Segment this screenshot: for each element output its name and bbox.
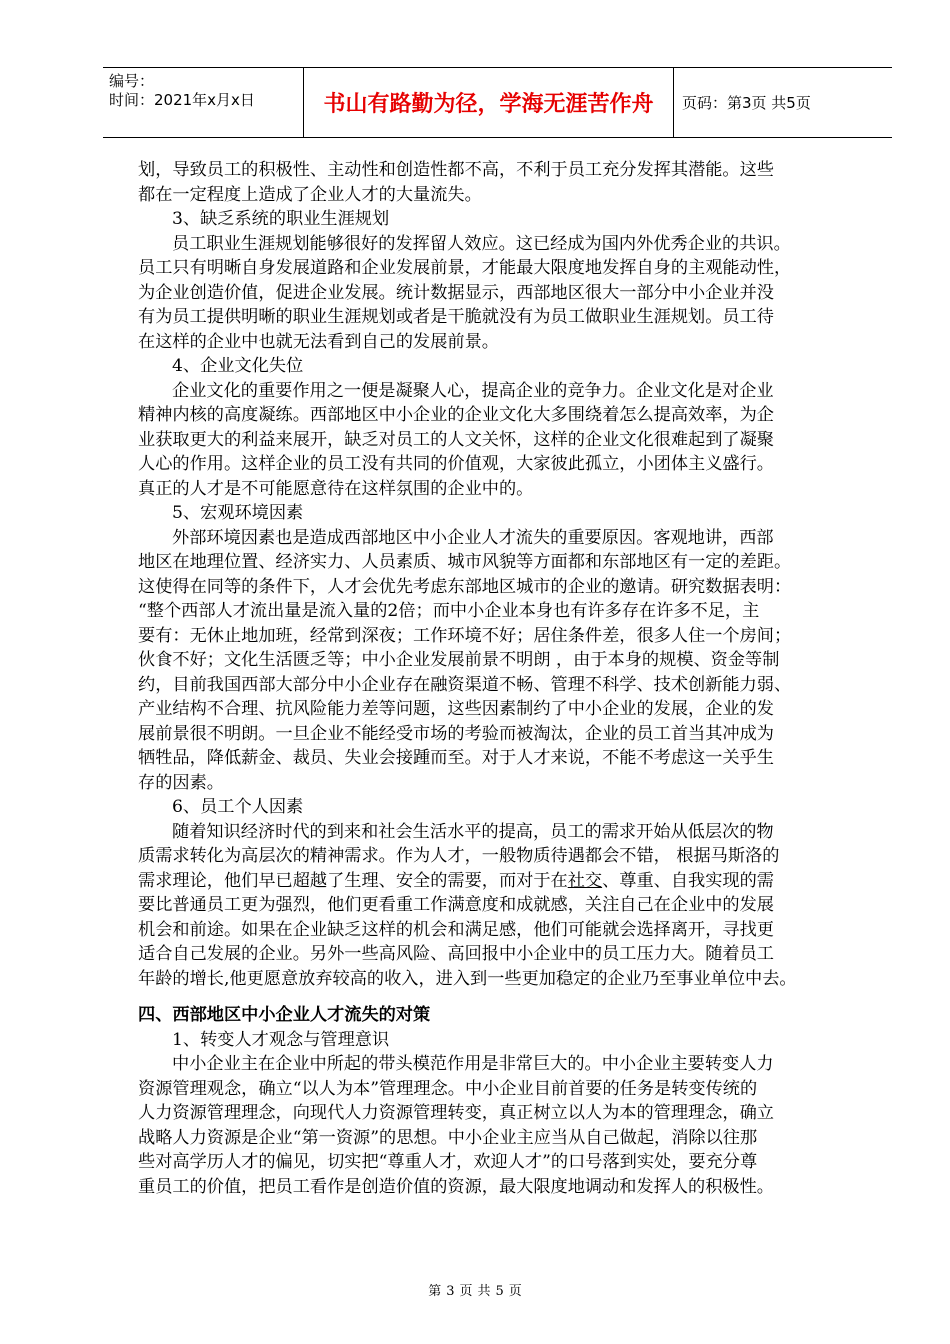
text-line: 要有：无休止地加班，经常到深夜；工作环境不好；居住条件差，很多人住一个房间； <box>138 625 792 646</box>
text-line: 重员工的价值，把员工看作是创造价值的资源，最大限度地调动和发挥人的积极性。 <box>138 1176 774 1197</box>
text-line: 精神内核的高度凝练。西部地区中小企业的企业文化大多围绕着怎么提高效率，为企 <box>138 405 774 425</box>
page-footer <box>0 1283 950 1301</box>
footer-gong: 共 <box>477 1284 491 1299</box>
document-time-label: 时间：2021年x月x日 <box>109 91 255 109</box>
text-line: 质需求转化为高层次的精神需求。作为人才，一般物质待遇都会不错， 根据马斯洛的 <box>138 846 780 866</box>
text-line: 随着知识经济时代的到来和社会生活水平的提高，员工的需求开始从低层次的物 <box>172 821 774 842</box>
text-line: 约，目前我国西部大部分中小企业存在融资渠道不畅、管理不科学、技术创新能力弱、 <box>138 674 792 695</box>
text-line: 6、员工个人因素 <box>172 797 304 817</box>
text-line: 展前景很不明朗。一旦企业不能经受市场的考验而被淘汰，企业的员工首当其冲成为 <box>138 723 774 744</box>
text-line: 为企业创造价值，促进企业发展。统计数据显示，西部地区很大一部分中小企业并没 <box>138 282 774 303</box>
text-line: 机会和前途。如果在企业缺乏这样的机会和满足感，他们可能就会选择离开，寻找更 <box>138 919 774 940</box>
text-line: 都在一定程度上造成了企业人才的大量流失。 <box>138 184 482 205</box>
text-line: 员工职业生涯规划能够很好的发挥留人效应。这已经成为国内外优秀企业的共识。 <box>172 233 791 254</box>
text-line: 业获取更大的利益来展开，缺乏对员工的人文关怀，这样的企业文化很难起到了凝聚 <box>138 429 774 450</box>
text-line: 人力资源管理理念，向现代人力资源管理转变，真正树立以人为本的管理理念，确立 <box>138 1103 774 1123</box>
section-heading: 四、西部地区中小企业人才流失的对策 <box>138 1005 431 1025</box>
text-line: 员工只有明晰自身发展道路和企业发展前景，才能最大限度地发挥自身的主观能动性， <box>138 258 792 278</box>
document-body <box>138 158 860 1199</box>
header-meta <box>103 68 304 137</box>
text-line: 划，导致员工的积极性、主动性和创造性都不高，不利于员工充分发挥其潜能。这些 <box>138 160 774 180</box>
text-line: 些对高学历人才的偏见，切实把“尊重人才，欢迎人才”的口号落到实处，要充分尊 <box>138 1152 758 1172</box>
document-number-label: 编号： <box>109 72 155 90</box>
text-line: 需求理论，他们早已超越了生理、安全的需要，而对于在社交、尊重、自我实现的需 <box>138 870 774 891</box>
section-text <box>138 1028 860 1200</box>
footer-page-number: 3 <box>446 1284 455 1299</box>
text-line: 年龄的增长,他更愿意放弃较高的收入，进入到一些更加稳定的企业乃至事业单位中去。 <box>138 968 797 989</box>
text-line: 产业结构不合理、抗风险能力差等问题，这些因素制约了中小企业的发展，企业的发 <box>138 699 774 719</box>
text-line: “整个西部人才流出量是流入量的2倍；而中小企业本身也有许多存在许多不足，主 <box>138 601 760 621</box>
text-line: 牺牲品，降低薪金、裁员、失业会接踵而至。对于人才来说，不能不考虑这一关乎生 <box>138 748 774 768</box>
text-line: 要比普通员工更为强烈，他们更看重工作满意度和成就感，关注自己在企业中的发展 <box>138 895 774 915</box>
text-line: 5、宏观环境因素 <box>172 503 304 523</box>
header-motto: 书山有路勤为径，学海无涯苦作舟 <box>304 68 674 137</box>
text-line: 适合自己发展的企业。另外一些高风险、高回报中小企业中的员工压力大。随着员工 <box>138 944 774 964</box>
paragraph-gap <box>138 991 860 1003</box>
text-line: 存的因素。 <box>138 772 224 793</box>
footer-di: 第 <box>428 1284 442 1299</box>
text-line: 这使得在同等的条件下，人才会优先考虑东部地区城市的企业的邀请。研究数据表明： <box>138 576 792 597</box>
text-line: 战略人力资源是企业“第一资源”的思想。中小企业主应当从自己做起，消除以往那 <box>138 1127 758 1148</box>
underlined-term: 社交 <box>567 870 603 891</box>
text-line: 企业文化的重要作用之一便是凝聚人心，提高企业的竞争力。企业文化是对企业 <box>172 380 774 401</box>
text-line: 有为员工提供明晰的职业生涯规划或者是干脆就没有为员工做职业生涯规划。员工待 <box>138 307 774 327</box>
text-line: 资源管理观念，确立“以人为本”管理理念。中小企业目前首要的任务是转变传统的 <box>138 1078 758 1099</box>
header-page-label: 页码：第3页 共5页 <box>682 94 811 112</box>
text-line: 3、缺乏系统的职业生涯规划 <box>172 209 390 229</box>
text-line: 1、转变人才观念与管理意识 <box>172 1029 390 1050</box>
footer-ye: 页 <box>459 1284 473 1299</box>
text-line: 中小企业主在企业中所起的带头模范作用是非常巨大的。中小企业主要转变人力 <box>172 1054 774 1074</box>
text-line: 地区在地理位置、经济实力、人员素质、城市风貌等方面都和东部地区有一定的差距。 <box>138 552 792 572</box>
body-text <box>138 158 860 991</box>
text-line: 真正的人才是不可能愿意待在这样氛围的企业中的。 <box>138 478 534 499</box>
page-header <box>103 67 892 138</box>
footer-total-pages: 5 <box>495 1284 504 1299</box>
text-line: 在这样的企业中也就无法看到自己的发展前景。 <box>138 331 499 352</box>
footer-ye2: 页 <box>508 1284 522 1299</box>
text-line: 人心的作用。这样企业的员工没有共同的价值观，大家彼此孤立，小团体主义盛行。 <box>138 454 774 474</box>
text-line: 4、企业文化失位 <box>172 356 304 376</box>
text-line: 外部环境因素也是造成西部地区中小企业人才流失的重要原因。客观地讲，西部 <box>172 527 774 548</box>
text-line: 伙食不好；文化生活匮乏等；中小企业发展前景不明朗 ，由于本身的规模、资金等制 <box>138 650 780 670</box>
